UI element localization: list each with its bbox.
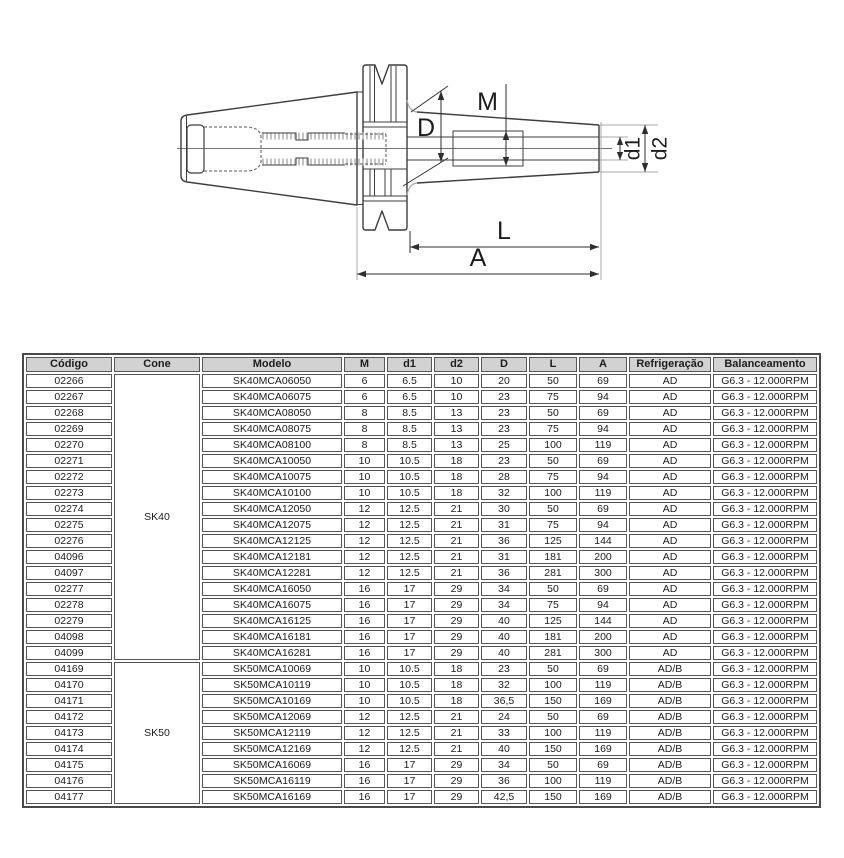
cell-d1: 8.5 xyxy=(387,406,432,420)
cell-m: 10 xyxy=(344,470,385,484)
cell-l: 281 xyxy=(529,646,577,660)
cell-codigo: 04170 xyxy=(26,678,112,692)
cell-m: 10 xyxy=(344,694,385,708)
cell-modelo: SK40MCA12050 xyxy=(202,502,342,516)
dim-label-d2: d2 xyxy=(648,136,672,161)
cell-m: 12 xyxy=(344,550,385,564)
cell-l: 125 xyxy=(529,614,577,628)
cell-codigo: 04099 xyxy=(26,646,112,660)
cell-d2: 18 xyxy=(434,454,479,468)
cell-d2: 21 xyxy=(434,534,479,548)
cell-refrigeracao: AD/B xyxy=(629,726,711,740)
cell-codigo: 04169 xyxy=(26,662,112,676)
cell-modelo: SK40MCA06075 xyxy=(202,390,342,404)
cell-refrigeracao: AD xyxy=(629,630,711,644)
cell-l: 75 xyxy=(529,518,577,532)
cell-l: 50 xyxy=(529,662,577,676)
cell-m: 16 xyxy=(344,630,385,644)
cell-refrigeracao: AD/B xyxy=(629,662,711,676)
cell-d: 42,5 xyxy=(481,790,527,804)
product-table-container xyxy=(22,353,821,808)
cell-l: 75 xyxy=(529,470,577,484)
cell-modelo: SK40MCA10075 xyxy=(202,470,342,484)
cell-balanceamento: G6.3 - 12.000RPM xyxy=(713,438,817,452)
cell-l: 50 xyxy=(529,710,577,724)
cell-m: 16 xyxy=(344,614,385,628)
cell-d2: 21 xyxy=(434,742,479,756)
cell-m: 6 xyxy=(344,390,385,404)
cell-m: 16 xyxy=(344,598,385,612)
cell-balanceamento: G6.3 - 12.000RPM xyxy=(713,454,817,468)
cell-balanceamento: G6.3 - 12.000RPM xyxy=(713,710,817,724)
cell-a: 144 xyxy=(579,534,627,548)
cell-d1: 12.5 xyxy=(387,550,432,564)
cell-m: 16 xyxy=(344,790,385,804)
cell-d1: 10.5 xyxy=(387,470,432,484)
cell-codigo: 04175 xyxy=(26,758,112,772)
cell-modelo: SK50MCA16169 xyxy=(202,790,342,804)
cell-d1: 12.5 xyxy=(387,566,432,580)
cell-codigo: 02276 xyxy=(26,534,112,548)
cell-refrigeracao: AD xyxy=(629,406,711,420)
cell-balanceamento: G6.3 - 12.000RPM xyxy=(713,406,817,420)
cell-d2: 29 xyxy=(434,758,479,772)
cell-refrigeracao: AD/B xyxy=(629,742,711,756)
cell-modelo: SK40MCA08075 xyxy=(202,422,342,436)
cell-d: 23 xyxy=(481,390,527,404)
cell-a: 169 xyxy=(579,790,627,804)
cell-a: 94 xyxy=(579,390,627,404)
cell-d1: 12.5 xyxy=(387,710,432,724)
cell-codigo: 04097 xyxy=(26,566,112,580)
cell-a: 169 xyxy=(579,694,627,708)
cell-l: 100 xyxy=(529,774,577,788)
cell-codigo: 02279 xyxy=(26,614,112,628)
cell-l: 181 xyxy=(529,550,577,564)
cell-a: 69 xyxy=(579,758,627,772)
cell-l: 150 xyxy=(529,742,577,756)
cell-refrigeracao: AD/B xyxy=(629,710,711,724)
cell-balanceamento: G6.3 - 12.000RPM xyxy=(713,550,817,564)
cell-balanceamento: G6.3 - 12.000RPM xyxy=(713,518,817,532)
cell-balanceamento: G6.3 - 12.000RPM xyxy=(713,646,817,660)
cell-a: 119 xyxy=(579,774,627,788)
cell-refrigeracao: AD xyxy=(629,646,711,660)
cell-refrigeracao: AD xyxy=(629,454,711,468)
cell-m: 10 xyxy=(344,486,385,500)
cell-m: 16 xyxy=(344,646,385,660)
cell-modelo: SK40MCA16050 xyxy=(202,582,342,596)
cell-d: 30 xyxy=(481,502,527,516)
cell-balanceamento: G6.3 - 12.000RPM xyxy=(713,662,817,676)
end-cap xyxy=(187,125,204,173)
column-header-codigo: Código xyxy=(26,357,112,372)
cell-l: 100 xyxy=(529,678,577,692)
cell-balanceamento: G6.3 - 12.000RPM xyxy=(713,582,817,596)
cell-m: 12 xyxy=(344,534,385,548)
cell-d2: 18 xyxy=(434,678,479,692)
cell-balanceamento: G6.3 - 12.000RPM xyxy=(713,694,817,708)
cell-refrigeracao: AD xyxy=(629,550,711,564)
cell-a: 300 xyxy=(579,646,627,660)
cell-refrigeracao: AD/B xyxy=(629,790,711,804)
cell-modelo: SK50MCA10169 xyxy=(202,694,342,708)
table-row xyxy=(26,374,817,388)
cell-d2: 21 xyxy=(434,726,479,740)
cell-a: 94 xyxy=(579,598,627,612)
cell-refrigeracao: AD xyxy=(629,390,711,404)
cell-balanceamento: G6.3 - 12.000RPM xyxy=(713,486,817,500)
cell-l: 75 xyxy=(529,390,577,404)
cell-refrigeracao: AD/B xyxy=(629,694,711,708)
cell-a: 69 xyxy=(579,502,627,516)
cell-m: 12 xyxy=(344,566,385,580)
cell-d2: 29 xyxy=(434,646,479,660)
dim-label-m: M xyxy=(477,88,498,116)
cell-a: 144 xyxy=(579,614,627,628)
cell-balanceamento: G6.3 - 12.000RPM xyxy=(713,422,817,436)
cell-l: 50 xyxy=(529,502,577,516)
cell-refrigeracao: AD xyxy=(629,438,711,452)
cell-balanceamento: G6.3 - 12.000RPM xyxy=(713,742,817,756)
cell-d: 36 xyxy=(481,774,527,788)
cell-d: 25 xyxy=(481,438,527,452)
cell-m: 16 xyxy=(344,582,385,596)
cell-d: 31 xyxy=(481,550,527,564)
cell-codigo: 02268 xyxy=(26,406,112,420)
cell-a: 119 xyxy=(579,438,627,452)
cell-a: 69 xyxy=(579,582,627,596)
cell-m: 16 xyxy=(344,758,385,772)
cell-d1: 12.5 xyxy=(387,518,432,532)
cell-codigo: 02272 xyxy=(26,470,112,484)
cell-refrigeracao: AD/B xyxy=(629,774,711,788)
cell-d1: 17 xyxy=(387,582,432,596)
cell-modelo: SK50MCA12119 xyxy=(202,726,342,740)
cell-refrigeracao: AD xyxy=(629,598,711,612)
cell-refrigeracao: AD/B xyxy=(629,678,711,692)
cell-d: 23 xyxy=(481,422,527,436)
cell-codigo: 02278 xyxy=(26,598,112,612)
cell-balanceamento: G6.3 - 12.000RPM xyxy=(713,774,817,788)
cell-modelo: SK40MCA12181 xyxy=(202,550,342,564)
cell-codigo: 02273 xyxy=(26,486,112,500)
cell-balanceamento: G6.3 - 12.000RPM xyxy=(713,726,817,740)
product-table xyxy=(22,353,821,808)
cell-codigo: 02270 xyxy=(26,438,112,452)
column-header-d: D xyxy=(481,357,527,372)
cell-d1: 8.5 xyxy=(387,438,432,452)
cell-balanceamento: G6.3 - 12.000RPM xyxy=(713,790,817,804)
cell-m: 10 xyxy=(344,662,385,676)
cell-d2: 29 xyxy=(434,630,479,644)
cell-d1: 12.5 xyxy=(387,534,432,548)
cell-d2: 21 xyxy=(434,566,479,580)
cell-refrigeracao: AD xyxy=(629,582,711,596)
cell-d: 34 xyxy=(481,598,527,612)
cell-d: 32 xyxy=(481,486,527,500)
cell-modelo: SK40MCA06050 xyxy=(202,374,342,388)
cell-d1: 12.5 xyxy=(387,502,432,516)
cell-m: 16 xyxy=(344,774,385,788)
cell-balanceamento: G6.3 - 12.000RPM xyxy=(713,614,817,628)
cell-m: 12 xyxy=(344,518,385,532)
cell-d2: 10 xyxy=(434,374,479,388)
cell-codigo: 04172 xyxy=(26,710,112,724)
cell-balanceamento: G6.3 - 12.000RPM xyxy=(713,502,817,516)
cell-d1: 6.5 xyxy=(387,374,432,388)
cell-a: 94 xyxy=(579,422,627,436)
cell-d2: 13 xyxy=(434,422,479,436)
cell-refrigeracao: AD xyxy=(629,614,711,628)
table-header-row xyxy=(26,357,817,372)
cell-d: 34 xyxy=(481,582,527,596)
column-header-l: L xyxy=(529,357,577,372)
cell-a: 69 xyxy=(579,662,627,676)
table-row xyxy=(26,662,817,676)
cell-refrigeracao: AD/B xyxy=(629,758,711,772)
column-header-modelo: Modelo xyxy=(202,357,342,372)
cell-m: 12 xyxy=(344,726,385,740)
column-header-d1: d1 xyxy=(387,357,432,372)
cell-a: 200 xyxy=(579,630,627,644)
cell-a: 200 xyxy=(579,550,627,564)
cell-balanceamento: G6.3 - 12.000RPM xyxy=(713,630,817,644)
cell-refrigeracao: AD xyxy=(629,518,711,532)
cell-m: 12 xyxy=(344,742,385,756)
cell-m: 8 xyxy=(344,422,385,436)
cone-group-cell: SK50 xyxy=(114,662,200,804)
cell-d: 28 xyxy=(481,470,527,484)
cell-d2: 21 xyxy=(434,518,479,532)
cell-balanceamento: G6.3 - 12.000RPM xyxy=(713,534,817,548)
cell-d1: 10.5 xyxy=(387,662,432,676)
cell-codigo: 04176 xyxy=(26,774,112,788)
cell-d1: 8.5 xyxy=(387,422,432,436)
cell-d2: 18 xyxy=(434,662,479,676)
cell-d1: 17 xyxy=(387,646,432,660)
cell-codigo: 04173 xyxy=(26,726,112,740)
cell-d1: 12.5 xyxy=(387,742,432,756)
cell-d1: 17 xyxy=(387,758,432,772)
cell-l: 50 xyxy=(529,374,577,388)
cell-modelo: SK50MCA12169 xyxy=(202,742,342,756)
cell-codigo: 04174 xyxy=(26,742,112,756)
cell-d: 32 xyxy=(481,678,527,692)
cell-d: 23 xyxy=(481,662,527,676)
cell-balanceamento: G6.3 - 12.000RPM xyxy=(713,598,817,612)
cell-d1: 10.5 xyxy=(387,678,432,692)
cell-d2: 21 xyxy=(434,502,479,516)
cell-a: 69 xyxy=(579,406,627,420)
cell-l: 100 xyxy=(529,726,577,740)
cell-l: 50 xyxy=(529,454,577,468)
cell-l: 125 xyxy=(529,534,577,548)
cell-refrigeracao: AD xyxy=(629,470,711,484)
tool-holder-diagram xyxy=(0,0,844,340)
cell-modelo: SK50MCA16119 xyxy=(202,774,342,788)
dim-label-d1: d1 xyxy=(621,136,645,161)
cell-modelo: SK40MCA16181 xyxy=(202,630,342,644)
cell-codigo: 02277 xyxy=(26,582,112,596)
column-header-m: M xyxy=(344,357,385,372)
cell-modelo: SK40MCA16281 xyxy=(202,646,342,660)
cell-d1: 10.5 xyxy=(387,454,432,468)
cell-d: 31 xyxy=(481,518,527,532)
cell-codigo: 04171 xyxy=(26,694,112,708)
cell-balanceamento: G6.3 - 12.000RPM xyxy=(713,390,817,404)
cell-codigo: 04177 xyxy=(26,790,112,804)
cell-m: 8 xyxy=(344,406,385,420)
cell-balanceamento: G6.3 - 12.000RPM xyxy=(713,758,817,772)
cell-balanceamento: G6.3 - 12.000RPM xyxy=(713,374,817,388)
cell-d1: 17 xyxy=(387,614,432,628)
cell-d2: 18 xyxy=(434,486,479,500)
cell-modelo: SK50MCA16069 xyxy=(202,758,342,772)
cell-d: 40 xyxy=(481,742,527,756)
cell-m: 10 xyxy=(344,454,385,468)
cell-a: 69 xyxy=(579,374,627,388)
cell-a: 169 xyxy=(579,742,627,756)
cell-codigo: 04098 xyxy=(26,630,112,644)
cell-refrigeracao: AD xyxy=(629,502,711,516)
cell-d2: 29 xyxy=(434,582,479,596)
cell-d2: 13 xyxy=(434,406,479,420)
cell-a: 94 xyxy=(579,470,627,484)
cell-d: 40 xyxy=(481,630,527,644)
technical-drawing xyxy=(0,0,844,340)
cell-modelo: SK50MCA10119 xyxy=(202,678,342,692)
cell-d: 36 xyxy=(481,566,527,580)
cell-d1: 12.5 xyxy=(387,726,432,740)
cell-modelo: SK40MCA12075 xyxy=(202,518,342,532)
cell-d: 23 xyxy=(481,454,527,468)
cell-d2: 13 xyxy=(434,438,479,452)
cell-codigo: 02271 xyxy=(26,454,112,468)
cell-l: 50 xyxy=(529,582,577,596)
cell-l: 75 xyxy=(529,422,577,436)
cell-refrigeracao: AD xyxy=(629,374,711,388)
cell-m: 12 xyxy=(344,710,385,724)
cell-d: 24 xyxy=(481,710,527,724)
cell-modelo: SK40MCA08100 xyxy=(202,438,342,452)
cell-codigo: 02269 xyxy=(26,422,112,436)
column-header-a: A xyxy=(579,357,627,372)
cell-modelo: SK40MCA08050 xyxy=(202,406,342,420)
cell-d: 20 xyxy=(481,374,527,388)
cell-balanceamento: G6.3 - 12.000RPM xyxy=(713,470,817,484)
cell-l: 150 xyxy=(529,790,577,804)
cell-d: 34 xyxy=(481,758,527,772)
cell-modelo: SK40MCA16075 xyxy=(202,598,342,612)
cell-l: 50 xyxy=(529,406,577,420)
cell-codigo: 02275 xyxy=(26,518,112,532)
cell-m: 12 xyxy=(344,502,385,516)
cell-l: 281 xyxy=(529,566,577,580)
cell-l: 100 xyxy=(529,486,577,500)
cell-d2: 29 xyxy=(434,774,479,788)
cell-refrigeracao: AD xyxy=(629,534,711,548)
column-header-balanceamento: Balanceamento xyxy=(713,357,817,372)
cell-d2: 29 xyxy=(434,790,479,804)
cell-modelo: SK40MCA16125 xyxy=(202,614,342,628)
cell-d2: 21 xyxy=(434,710,479,724)
cell-a: 119 xyxy=(579,726,627,740)
cell-modelo: SK40MCA12125 xyxy=(202,534,342,548)
cell-d2: 29 xyxy=(434,614,479,628)
cell-m: 6 xyxy=(344,374,385,388)
cell-a: 69 xyxy=(579,454,627,468)
cell-modelo: SK40MCA12281 xyxy=(202,566,342,580)
cell-modelo: SK50MCA12069 xyxy=(202,710,342,724)
cell-l: 181 xyxy=(529,630,577,644)
cell-m: 10 xyxy=(344,678,385,692)
cell-d1: 10.5 xyxy=(387,486,432,500)
cell-refrigeracao: AD xyxy=(629,566,711,580)
column-header-refrigeracao: Refrigeração xyxy=(629,357,711,372)
cell-refrigeracao: AD xyxy=(629,486,711,500)
cell-a: 119 xyxy=(579,486,627,500)
cell-d: 23 xyxy=(481,406,527,420)
cell-d1: 17 xyxy=(387,774,432,788)
cell-d1: 10.5 xyxy=(387,694,432,708)
cell-d2: 29 xyxy=(434,598,479,612)
cell-d: 40 xyxy=(481,614,527,628)
cell-d2: 21 xyxy=(434,550,479,564)
cell-l: 75 xyxy=(529,598,577,612)
cell-balanceamento: G6.3 - 12.000RPM xyxy=(713,678,817,692)
cell-a: 300 xyxy=(579,566,627,580)
cell-d1: 17 xyxy=(387,598,432,612)
cell-codigo: 02267 xyxy=(26,390,112,404)
cell-codigo: 04096 xyxy=(26,550,112,564)
cell-modelo: SK50MCA10069 xyxy=(202,662,342,676)
column-header-cone: Cone xyxy=(114,357,200,372)
dim-label-a: A xyxy=(469,244,487,272)
cell-balanceamento: G6.3 - 12.000RPM xyxy=(713,566,817,580)
cell-l: 150 xyxy=(529,694,577,708)
dim-label-l: L xyxy=(497,217,511,245)
column-header-d2: d2 xyxy=(434,357,479,372)
cell-d2: 10 xyxy=(434,390,479,404)
cell-m: 8 xyxy=(344,438,385,452)
cell-d1: 17 xyxy=(387,630,432,644)
cell-a: 119 xyxy=(579,678,627,692)
cell-d2: 18 xyxy=(434,470,479,484)
cell-codigo: 02266 xyxy=(26,374,112,388)
cone-group-cell: SK40 xyxy=(114,374,200,660)
cell-refrigeracao: AD xyxy=(629,422,711,436)
cell-l: 100 xyxy=(529,438,577,452)
cell-d: 36 xyxy=(481,534,527,548)
cell-modelo: SK40MCA10050 xyxy=(202,454,342,468)
cell-codigo: 02274 xyxy=(26,502,112,516)
arbor-body xyxy=(417,112,599,183)
cell-modelo: SK40MCA10100 xyxy=(202,486,342,500)
cell-d: 40 xyxy=(481,646,527,660)
cell-d1: 17 xyxy=(387,790,432,804)
cell-l: 50 xyxy=(529,758,577,772)
dim-label-d: D xyxy=(416,114,435,142)
cell-d2: 18 xyxy=(434,694,479,708)
cell-d1: 6.5 xyxy=(387,390,432,404)
cell-a: 94 xyxy=(579,518,627,532)
cell-a: 69 xyxy=(579,710,627,724)
cell-d: 36,5 xyxy=(481,694,527,708)
cell-d: 33 xyxy=(481,726,527,740)
